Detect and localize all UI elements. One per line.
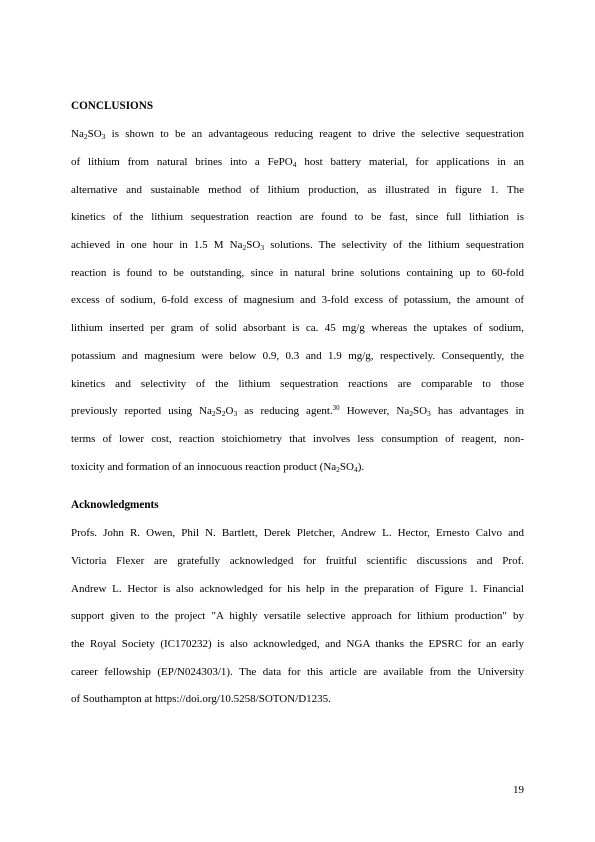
acknowledgments-line: Andrew L. Hector is also acknowledged for his help in the preparation of Figure 1. Financial (71, 583, 524, 595)
citation-superscript: 30 (332, 404, 340, 412)
conclusions-line: $Na_2SO_3$ is shown to be an advantageous reducing reagent to drive the selective sequestration (71, 128, 524, 141)
conclusions-line: previously reported using $Na_2S_2O_3$ as reducing agent.$^{30}$ However, $Na_2SO_3$ has advantages in (71, 404, 525, 418)
page-number: 19 (513, 784, 524, 796)
conclusions-line: terms of lower cost, reaction stoichiometry that involves less consumption of reagent, non- (71, 433, 524, 445)
conclusions-line: kinetics of the lithium sequestration reaction are found to be fast, since full lithiation is (71, 211, 524, 223)
acknowledgments-line: of Southampton at https://doi.org/10.5258/SOTON/D1235. (71, 693, 331, 705)
conclusions-line: alternative and sustainable method of lithium production, as illustrated in figure 1. The (71, 184, 524, 196)
conclusions-line: lithium inserted per gram of solid absorbant is ca. 45 mg/g whereas the uptakes of sodium, (71, 322, 524, 334)
acknowledgments-line: Profs. John R. Owen, Phil N. Bartlett, Derek Pletcher, Andrew L. Hector, Ernesto Calvo and (71, 527, 524, 539)
acknowledgments-line: support given to the project "A highly versatile selective approach for lithium production" by (71, 610, 524, 622)
conclusions-line: potassium and magnesium were below 0.9, 0.3 and 1.9 mg/g, respectively. Consequently, the (71, 350, 524, 362)
conclusions-line: reaction is found to be outstanding, since in natural brine solutions containing up to 60-fold (71, 267, 524, 279)
conclusions-line: achieved in one hour in 1.5 M $Na_2SO_3$ solutions. The selectivity of the lithium sequestration (71, 239, 524, 252)
acknowledgments-heading: Acknowledgments (71, 499, 159, 511)
conclusions-line: kinetics and selectivity of the lithium sequestration reactions are comparable to those (71, 378, 524, 390)
acknowledgments-line: career fellowship (EP/N024303/1). The data for this article are available from the University (71, 666, 524, 678)
conclusions-line: excess of sodium, 6-fold excess of magnesium and 3-fold excess of potassium, the amount of (71, 294, 524, 306)
acknowledgments-line: the Royal Society (IC170232) is also acknowledged, and NGA thanks the EPSRC for an early (71, 638, 524, 650)
acknowledgments-line: Victoria Flexer are gratefully acknowledged for fruitful scientific discussions and Prof. (71, 555, 524, 567)
conclusions-line: of lithium from natural brines into a FePO$_4$ host battery material, for applications in an (71, 156, 524, 169)
conclusions-line: toxicity and formation of an innocuous reaction product $(Na_2SO_4)$. (71, 461, 365, 474)
conclusions-heading: CONCLUSIONS (71, 100, 154, 112)
